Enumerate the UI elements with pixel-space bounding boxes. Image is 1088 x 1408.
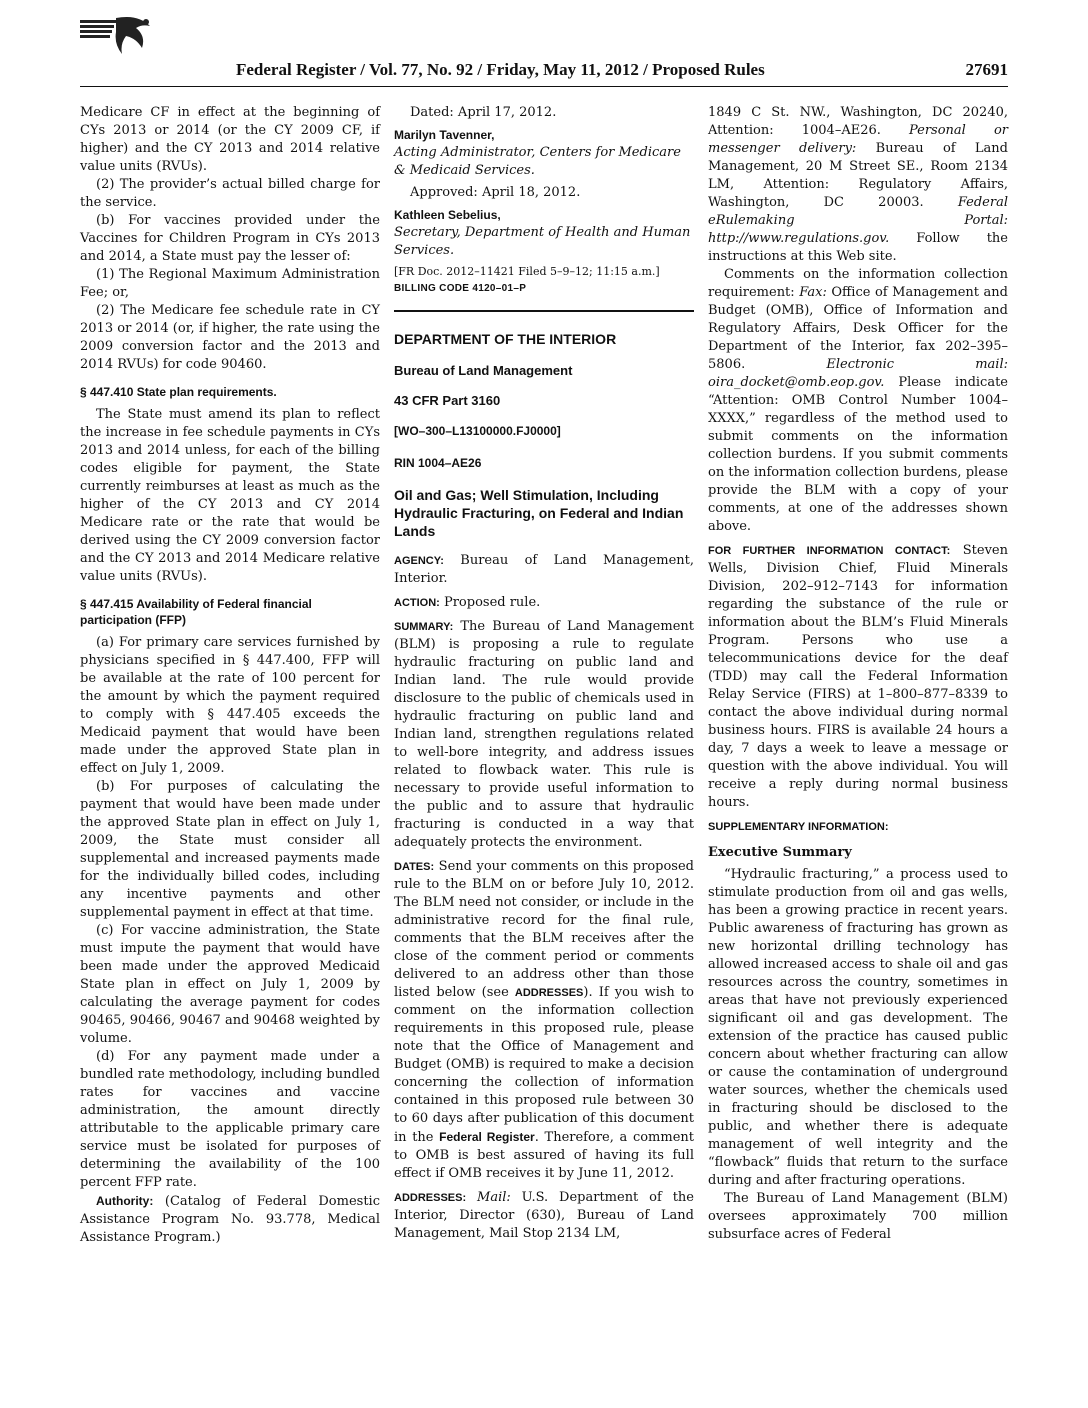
paragraph: (2) The provider’s actual billed charge for the service.	[80, 177, 380, 210]
contact-text: Steven Wells, Division Chief, Fluid Minerals Division, 202–912–7143 for information regarding the substance of the rule or information about the BLM’s Fluid Minerals Program. Persons who use a telecommunications device for the deaf (TDD) may call the Federal Information Relay Service (FIRS) at 1–800–877–8339 to contact the above individual during normal business hours. FIRS is available 24 hours a day, 7 days a week to leave a message or question with the above individual. You will receive a reply during normal business hours.	[708, 543, 1008, 810]
contact-paragraph	[708, 542, 1008, 812]
column-3	[708, 104, 1008, 1244]
action-label: ACTION:	[394, 597, 440, 609]
text-run: Bureau of Land Management, 20 M Street SE., Room 2134 LM, Attention: Regulatory Affairs, Washington, DC 20003.	[708, 141, 1008, 210]
addresses-label: ADDRESSES:	[394, 1192, 467, 1204]
paragraph: (1) The Regional Maximum Administration Fee; or,	[80, 267, 380, 300]
department-heading: DEPARTMENT OF THE INTERIOR	[394, 331, 617, 347]
action-text: Proposed rule.	[439, 595, 541, 610]
bureau-heading: Bureau of Land Management	[394, 363, 573, 378]
dates-text-3: . Therefore, a comment to OMB is best assured of having its full effect if OMB receives it by June 11, 2012.	[394, 1130, 694, 1181]
supplementary-heading: SUPPLEMENTARY INFORMATION:	[708, 821, 889, 833]
running-head: Federal Register / Vol. 77, No. 92 / Friday, May 11, 2012 / Proposed Rules	[236, 60, 765, 79]
divider	[394, 310, 694, 312]
summary-paragraph	[394, 618, 694, 852]
signer-title: Acting Administrator, Centers for Medicare & Medicaid Services.	[394, 145, 681, 178]
paragraph: (c) For vaccine administration, the State must impute the payment that would have been made under the approved Medicaid State plan in effect on July 1, 2009 by calculating the average payment for codes 90465, 90466, 90467 and 90468 weighted by volume.	[80, 923, 380, 1046]
agency-text: Bureau of Land Management, Interior.	[394, 553, 694, 586]
agency-paragraph	[394, 552, 694, 588]
paragraph: The State must amend its plan to reflect the increase in fee schedule payments in CYs 2013 and 2014 unless, for each of the billing codes eligible for payment, the State currently reimburses at least as much as the higher of the CY 2013 and CY 2014 Medicare rate or the rate that would be derived using the CY 2009 conversion factor and the CY 2013 and 2014 Medicare relative value units (RVUs).	[80, 407, 380, 584]
page-number: 27691	[965, 60, 1008, 79]
dates-label: DATES:	[394, 861, 435, 873]
text-run: Follow the instructions at this Web site.	[708, 231, 1008, 264]
signature-block	[394, 104, 694, 298]
mail-label: Mail:	[466, 1190, 511, 1205]
paragraph: Medicare CF in effect at the beginning of CYs 2013 or 2014 (or the CY 2009 CF, if higher) and the CY 2013 and 2014 relative value units (RVUs).	[80, 105, 380, 174]
italic-run: Federal eRulemaking Portal: http://www.regulations.gov.	[708, 195, 1008, 246]
paragraph: The Bureau of Land Management (BLM) oversees approximately 700 million subsurface acres of Federal	[708, 1191, 1008, 1242]
text-run: Please indicate “Attention: OMB Control Number 1004–XXXX,” regardless of the method used to submit comments on the information collection burdens. If you submit comments on the information collection burdens, please provide the BLM with a copy of your comments, at one of the addresses shown above.	[708, 375, 1008, 534]
cfr-heading: 43 CFR Part 3160	[394, 393, 501, 408]
paragraph: (b) For purposes of calculating the payment that would have been made under the approved State plan in effect on July 1, 2009, the State must consider all supplemental and increased payments made for the individually billed codes, including any incentive payments and other supplemental payment in effect at that time.	[80, 779, 380, 920]
italic-run: Fax:	[799, 285, 827, 300]
authority-text: (Catalog of Federal Domestic Assistance Program No. 93.778, Medical Assistance Program.)	[80, 1194, 380, 1245]
paragraph: (2) The Medicare fee schedule rate in CY 2013 or 2014 (or, if higher, the rate using the 2009 conversion factor and the 2013 and 2014 RVUs) for code 90460.	[80, 303, 380, 372]
agency-label: AGENCY:	[394, 555, 444, 567]
signer-name: Marilyn Tavenner,	[394, 128, 495, 142]
page-header	[80, 60, 1008, 87]
action-paragraph	[394, 594, 694, 612]
addresses-paragraph	[394, 1189, 694, 1243]
paragraph	[708, 104, 1008, 266]
section-heading-447-415: § 447.415 Availability of Federal financial participation (FFP)	[80, 597, 312, 627]
paragraph	[708, 266, 1008, 536]
dates-text-2: ). If you wish to comment on the information collection requirements in this proposed rule, please note that the Office of Management and Budget (OMB) is required to make a decision concerning the collection of information contained in this proposed rule between 30 to 60 days after publication of this document in the	[394, 985, 694, 1145]
executive-summary-heading: Executive Summary	[708, 845, 852, 860]
addresses-text: U.S. Department of the Interior, Director (630), Bureau of Land Management, Mail Stop 2134 LM,	[394, 1190, 695, 1241]
column-2	[394, 104, 694, 1243]
docket-number: [WO–300–L13100000.FJ0000]	[394, 424, 561, 438]
italic-run: Electronic mail: oira_docket@omb.eop.gov.	[708, 357, 1008, 390]
approved-line: Approved: April 18, 2012.	[410, 185, 581, 200]
italic-run: Personal or messenger delivery:	[708, 123, 1008, 156]
contact-label: FOR FURTHER INFORMATION CONTACT:	[708, 545, 951, 557]
signer-name: Kathleen Sebelius,	[394, 208, 501, 222]
paragraph: “Hydraulic fracturing,” a process used to stimulate production from oil and gas wells, has been a growing practice in recent years. Public awareness of fracturing has grown as new horizontal drilling technology has allowed increased access to shale oil and gas resources across the country, sometimes in areas that have not previously experienced significant oil and gas development. The extension of the practice has caused public concern about whether fracturing can allow or cause the contamination of underground water sources, whether the chemicals used in fracturing should be disclosed to the public, and whether there is adequate management of well integrity and the “flowback” fluids that return to the surface during and after fracturing operations.	[708, 867, 1008, 1188]
text-run: Comments on the information collection requirement:	[708, 267, 1008, 300]
column-1	[80, 104, 380, 1247]
dates-text: Send your comments on this proposed rule to the BLM on or before July 10, 2012. The BLM need not consider, or include in the administrative record for the final rule, comments that the BLM receives after the close of the comment period or comments delivered to an address other than those listed below (see	[394, 859, 694, 1000]
billing-code: BILLING CODE 4120–01–P	[394, 283, 527, 294]
section-heading-447-410: § 447.410 State plan requirements.	[80, 385, 277, 399]
paragraph: (b) For vaccines provided under the Vaccines for Children Program in CYs 2013 and 2014, a State must pay the lesser of:	[80, 213, 380, 264]
fr-doc-line: [FR Doc. 2012–11421 Filed 5–9–12; 11:15 a.m.]	[394, 265, 660, 278]
summary-text: The Bureau of Land Management (BLM) is proposing a rule to regulate hydraulic fracturing on public land and Indian land. The rule would provide disclosure to the public of chemicals used in hydraulic fracturing on public land and Indian land, strengthen regulations related to well-bore integrity, and address issues related to flowback water. This rule is necessary to provide useful information to the public and to assure that hydraulic fracturing is conducted in a way that adequately protects the environment.	[394, 619, 694, 850]
dates-paragraph	[394, 858, 694, 1183]
text-run: Office of Management and Budget (OMB), Office of Information and Regulatory Affairs, Desk Officer for the Department of the Interior, fax 202–395–5806.	[708, 285, 1008, 372]
federal-register-ref: Federal Register	[439, 1130, 535, 1144]
summary-label: SUMMARY:	[394, 621, 454, 633]
signer-title: Secretary, Department of Health and Human Services.	[394, 225, 691, 258]
addresses-ref: ADDRESSES	[514, 987, 584, 999]
document-title: Oil and Gas; Well Stimulation, Including Hydraulic Fracturing, on Federal and Indian Lands	[394, 487, 684, 539]
rin-number: RIN 1004–AE26	[394, 456, 482, 470]
paragraph: (d) For any payment made under a bundled rate methodology, including bundled rates for vaccines and vaccine administration, the amount directly attributable to the applicable primary care service must be isolated for purposes of determining the availability of the 100 percent FFP rate.	[80, 1049, 380, 1190]
text-run: 1849 C St. NW., Washington, DC 20240, Attention: 1004–AE26.	[708, 105, 1008, 138]
authority-label: Authority:	[96, 1194, 154, 1208]
dated-line: Dated: April 17, 2012.	[410, 105, 557, 120]
authority-paragraph	[80, 1192, 380, 1247]
paragraph: (a) For primary care services furnished by physicians specified in § 447.400, FFP will be available at the rate of 100 percent for the amount by which the payment required to comply with § 447.405 exceeds the Medicaid payment that would have been made under the approved State plan in effect on July 1, 2009.	[80, 635, 380, 776]
gpo-eagle-logo-icon	[80, 14, 160, 58]
